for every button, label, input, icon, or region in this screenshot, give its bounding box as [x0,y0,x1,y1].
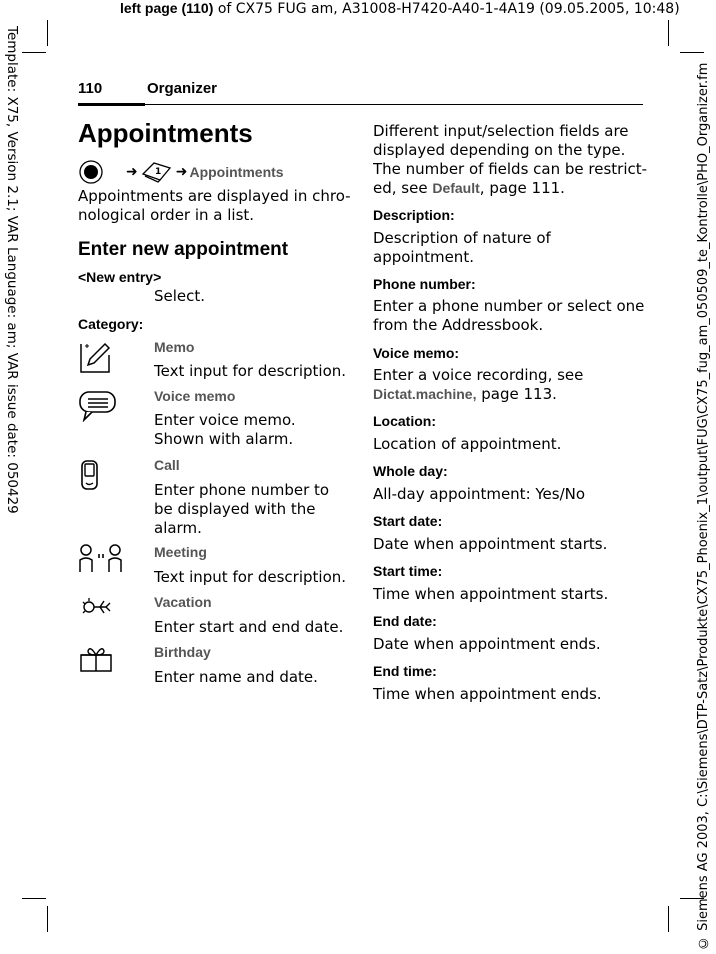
fields-intro [373,122,647,198]
field-start-time-desc: Time when appointment starts. [373,585,609,603]
dictat-machine-link[interactable]: Dictat.machine, [373,386,477,402]
crop-mark [47,906,48,932]
desc-line: Enter a voice recording, see [373,366,584,384]
crop-mark [22,898,46,899]
crop-mark [668,906,669,932]
category-label: Category: [78,316,144,332]
field-description-desc [373,229,551,267]
crop-mark [47,20,48,46]
intro-line: displayed depending on the type. [373,141,626,159]
field-whole-day-label: Whole day: [373,463,448,479]
category-meeting-name: Meeting [154,544,207,560]
organizer-icon [140,160,174,184]
field-voice-memo-label: Voice memo: [373,345,460,361]
vacation-icon [80,594,112,620]
field-phone-desc [373,297,644,335]
new-appointment-heading: Enter new appointment [78,239,289,260]
desc-line: from the Addressbook. [373,316,544,334]
category-vacation-name: Vacation [154,594,212,610]
desc-line [373,385,583,404]
category-voice-memo-desc [154,411,296,449]
desc-line: Description of nature of [373,229,551,247]
field-end-date-label: End date: [373,613,437,629]
desc-line: appointment. [373,248,474,266]
field-end-time-label: End time: [373,663,437,679]
intro-line: Appointments are displayed in chro- [78,187,351,205]
intro-line: The number of fields can be restrict- [373,160,648,178]
intro-text-pre: ed, see [373,179,433,197]
category-birthday-desc: Enter name and date. [154,668,318,686]
voice-memo-icon [78,390,118,422]
crop-mark [22,52,46,53]
menu-path-appointments: Appointments [189,164,284,180]
desc-line: Enter voice memo. [154,411,296,429]
meeting-icon [77,542,125,576]
category-meeting-desc: Text input for description. [154,568,347,586]
field-end-time-desc: Time when appointment ends. [373,685,602,703]
menu-path [78,160,284,184]
field-location-desc: Location of appointment. [373,435,562,453]
page-title: Appointments [78,118,253,148]
desc-line: Shown with alarm. [154,430,294,448]
field-whole-day-desc: All-day appointment: Yes/No [373,485,586,503]
call-icon [80,459,100,491]
field-end-date-desc: Date when appointment ends. [373,635,601,653]
navigation-key-icon [78,160,104,184]
desc-line: Enter a phone number or select one [373,297,645,315]
intro-text [78,187,351,225]
template-info: Template: X75, Version 2.1; VAR Language: am; VAR issue date: 050429 [4,26,20,514]
field-start-date-label: Start date: [373,513,443,529]
intro-line [373,179,647,198]
field-start-date-desc: Date when appointment starts. [373,535,608,553]
page-number: 110 [78,80,103,97]
crop-mark [668,20,669,46]
birthday-icon [78,643,114,673]
new-entry-desc: Select. [154,287,206,305]
header-rule [78,104,643,105]
section-title: Organizer [147,80,218,97]
category-vacation-desc: Enter start and end date. [154,618,344,636]
new-entry-label: <New entry> [78,269,162,285]
memo-icon [78,339,112,375]
field-voice-memo-desc [373,366,583,404]
field-phone-label: Phone number: [373,276,476,292]
field-description-label: Description: [373,207,455,223]
category-call-name: Call [154,457,180,473]
category-birthday-name: Birthday [154,644,211,660]
field-start-time-label: Start time: [373,563,443,579]
print-header-page: left page (110) [120,0,214,16]
category-memo-desc: Text input for description. [154,362,347,380]
arrow-icon: ➜ [126,164,138,180]
desc-line: be displayed with the [154,500,316,518]
category-voice-memo-name: Voice memo [154,388,236,404]
intro-text-post: , page 111. [479,179,565,197]
desc-line: alarm. [154,519,202,537]
print-header-info: of CX75 FUG am, A31008-H7420-A40-1-4A19 (09.05.2005, 10:48) [213,1,680,17]
header-rule-accent [78,103,145,106]
category-memo-name: Memo [154,339,195,355]
arrow-icon: ➜ [175,164,188,180]
copyright-path: © Siemens AG 2003, C:\Siemens\DTP-Satz\Produkte\CX75_Phoenix_1\output\FUG\CX75_fug_am_050509_te_Kontrolle\PHO_Organizer.fm [696,62,711,950]
desc-text-post: page 113. [476,385,557,403]
desc-line: Enter phone number to [154,481,330,499]
intro-line: Different input/selection fields are [373,122,629,140]
default-link[interactable]: Default [432,180,480,196]
print-header [120,0,680,17]
svg-text:1: 1 [154,167,161,177]
intro-line: nological order in a list. [78,206,255,224]
category-call-desc [154,481,329,538]
field-location-label: Location: [373,413,436,429]
crop-mark [680,52,704,53]
